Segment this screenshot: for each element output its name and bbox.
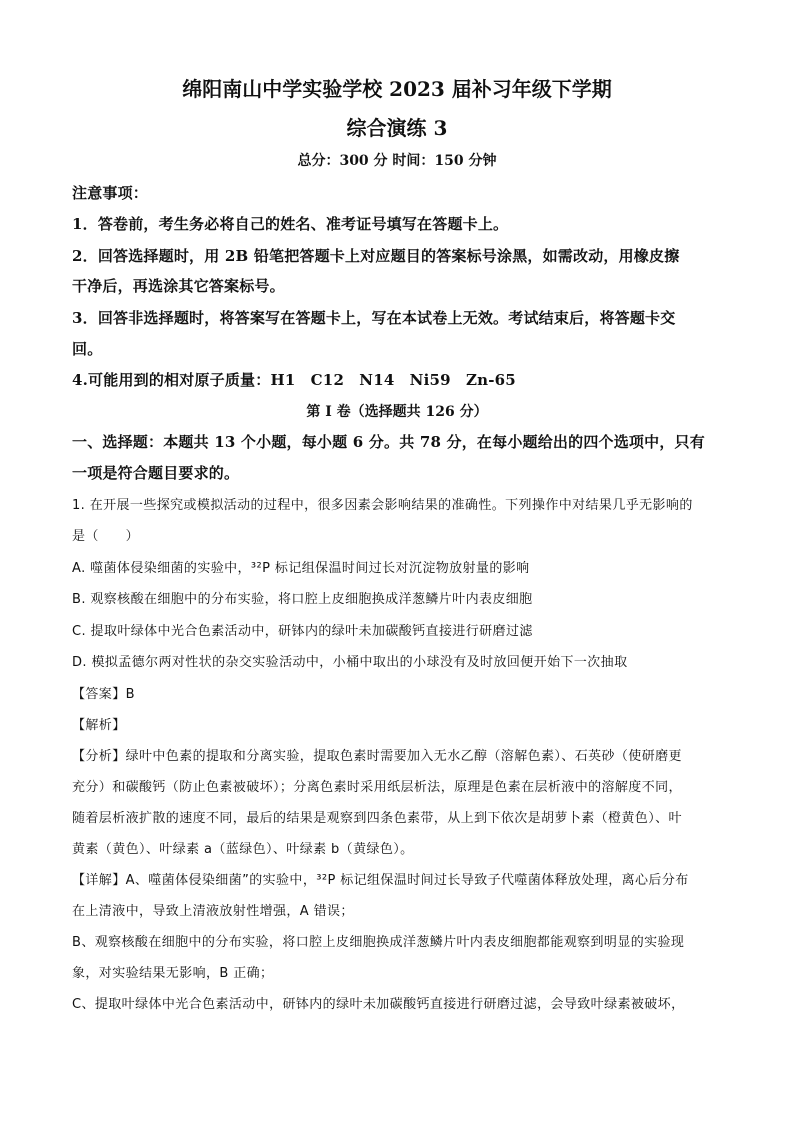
part1-line-b: 一项是符合题目要求的。 [72, 464, 240, 482]
q1-analysis-label: 【解析】 [72, 718, 126, 733]
q1-option-d: D. 模拟孟德尔两对性状的杂交实验活动中，小桶中取出的小球没有及时放回便开始下一次抽取 [72, 655, 628, 670]
q1-fenxi-1: 【分析】绿叶中色素的提取和分离实验，提取色素时需要加入无水乙醇（溶解色素）、石英砂（使研磨更 [72, 749, 682, 764]
q1-option-a: A. 噬菌体侵染细菌的实验中，³²P 标记组保温时间过长对沉淀物放射量的影响 [72, 561, 530, 576]
q1-answer: 【答案】B [72, 687, 135, 702]
q1-stem-b: 是（ ） [72, 529, 140, 544]
q1-fenxi-3: 随着层析液扩散的速度不同，最后的结果是观察到四条色素带，从上到下依次是胡萝卜素（橙黄色）、叶 [72, 811, 682, 826]
title-line-1: 绵阳南山中学实验学校 2023 届补习年级下学期 [182, 77, 612, 101]
q1-option-c: C. 提取叶绿体中光合色素活动中，研钵内的绿叶未加碳酸钙直接进行研磨过滤 [72, 624, 533, 639]
q1-stem-a: 1. 在开展一些探究或模拟活动的过程中，很多因素会影响结果的准确性。下列操作中对结果几乎无影响的 [72, 498, 693, 513]
q1-detail-3: B、观察核酸在细胞中的分布实验，将口腔上皮细胞换成洋葱鳞片叶内表皮细胞都能观察到明显的实验现 [72, 935, 685, 950]
q1-detail-4: 象，对实验结果无影响，B 正确； [72, 966, 274, 981]
q1-detail-2: 在上清液中，导致上清液放射性增强，A 错误； [72, 904, 354, 919]
title-line-2: 综合演练 3 [346, 116, 448, 140]
notice-item-2b: 干净后，再选涂其它答案标号。 [72, 277, 285, 295]
section-title: 第 I 卷（选择题共 126 分） [306, 404, 488, 420]
q1-option-b: B. 观察核酸在细胞中的分布实验，将口腔上皮细胞换成洋葱鳞片叶内表皮细胞 [72, 592, 533, 607]
part1-line-a: 一、选择题：本题共 13 个小题，每小题 6 分。共 78 分，在每小题给出的四个选项中，只有 [72, 433, 705, 451]
q1-detail-1: 【详解】A、噬菌体侵染细菌”的实验中，³²P 标记组保温时间过长导致子代噬菌体释放处理，离心后分布 [72, 873, 689, 888]
notice-item-2a: 2．回答选择题时，用 2B 铅笔把答题卡上对应题目的答案标号涂黑，如需改动，用橡皮擦 [72, 247, 680, 265]
score-time: 总分：300 分 时间：150 分钟 [297, 153, 497, 169]
q1-fenxi-4: 黄素（黄色）、叶绿素 a（蓝绿色）、叶绿素 b（黄绿色）。 [72, 842, 414, 857]
notice-item-3b: 回。 [72, 340, 103, 358]
notice-item-3a: 3．回答非选择题时，将答案写在答题卡上，写在本试卷上无效。考试结束后，将答题卡交 [72, 309, 676, 327]
q1-detail-5: C、提取叶绿体中光合色素活动中，研钵内的绿叶未加碳酸钙直接进行研磨过滤，会导致叶绿素被破坏， [72, 997, 685, 1012]
q1-fenxi-2: 充分）和碳酸钙（防止色素被破坏）；分离色素时采用纸层析法，原理是色素在层析液中的溶解度不同， [72, 780, 682, 795]
notice-heading: 注意事项： [72, 184, 149, 202]
notice-item-4: 4.可能用到的相对原子质量：H1 C12 N14 Ni59 Zn-65 [72, 371, 516, 389]
notice-item-1: 1．答卷前，考生务必将自己的姓名、准考证号填写在答题卡上。 [72, 215, 509, 233]
